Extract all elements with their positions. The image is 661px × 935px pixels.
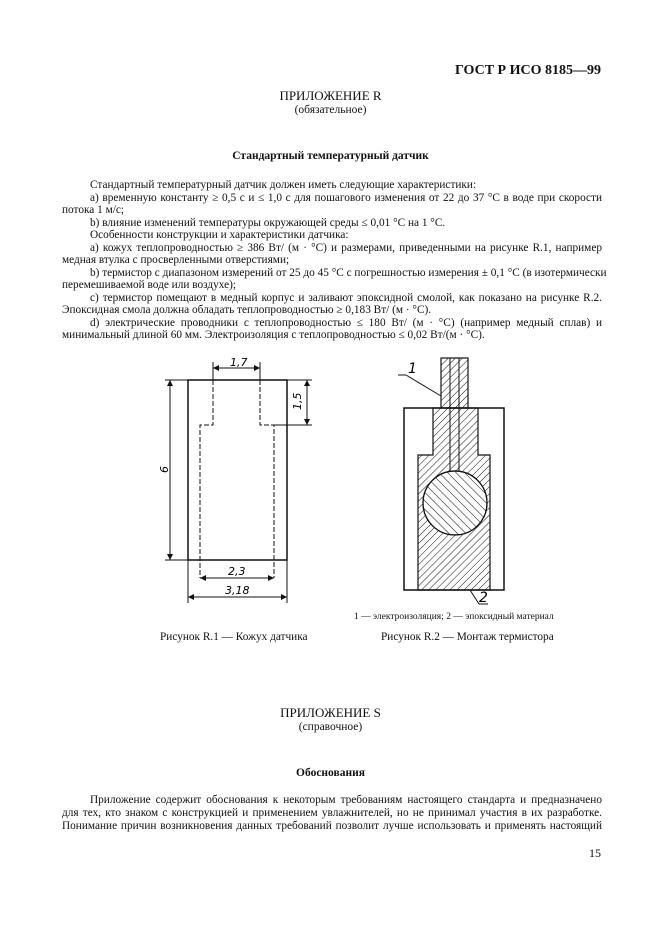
text-line: медная втулка с просверленными отверстиями; bbox=[62, 254, 290, 266]
callout-2-label: 2 bbox=[479, 590, 488, 606]
text-line: d) электрические проводники с теплопроводностью ≤ 180 Вт/ (м · °С) (например медный сплав) и bbox=[90, 316, 602, 329]
appendix-s-heading: Обоснования bbox=[296, 767, 365, 779]
text-line: а) временную константу ≥ 0,5 с и ≤ 1,0 с для пошагового изменения от 22 до 37 °С в воде при скорости bbox=[90, 191, 602, 204]
appendix-s-title: ПРИЛОЖЕНИЕ S bbox=[280, 705, 381, 720]
text-line: перемешиваемой воде или воздухе); bbox=[62, 279, 237, 291]
standard-header: ГОСТ Р ИСО 8185—99 bbox=[454, 63, 601, 78]
text-line: Особенности конструкции и характеристики датчика: bbox=[90, 229, 349, 241]
appendix-r-status: (обязательное) bbox=[294, 104, 367, 116]
page-number: 15 bbox=[589, 846, 601, 860]
text-line: b) влияние изменений температуры окружающей среды ≤ 0,01 °С на 1 °С. bbox=[90, 216, 446, 229]
dim-top-label: 1,7 bbox=[230, 356, 248, 369]
dim-inner-label: 2,3 bbox=[228, 565, 246, 578]
dim-side-label: 1,5 bbox=[291, 392, 304, 410]
figure2-caption: Рисунок R.2 — Монтаж термистора bbox=[381, 631, 554, 643]
figure1-caption: Рисунок R.1 — Кожух датчика bbox=[160, 631, 308, 643]
appendix-r-title: ПРИЛОЖЕНИЕ R bbox=[279, 88, 382, 103]
dim-height-label: 6 bbox=[158, 466, 171, 473]
text-line: Стандартный температурный датчик должен иметь следующие характеристики: bbox=[90, 179, 477, 191]
callout-1-label: 1 bbox=[408, 361, 417, 377]
text-line: минимальный длиной 60 мм. Электроизоляция с теплопроводностью ≤ 0,02 Вт/(м · °С). bbox=[62, 329, 485, 341]
text-line: Эпоксидная смола должна обладать теплопроводностью ≥ 0,183 Вт/ (м · °С). bbox=[62, 304, 432, 316]
text-line: Приложение содержит обоснования к некоторым требованиям настоящего стандарта и предназначено bbox=[90, 794, 602, 806]
text-line: с) термистор помещают в медный корпус и заливают эпоксидной смолой, как показано на рисунке R.2. bbox=[90, 291, 602, 304]
text-line: Понимание причин возникновения данных требований позволит лучше использовать и применять настоящий bbox=[62, 820, 602, 832]
text-line: b) термистор с диапазоном измерений от 25 до 45 °С с погрешностью измерения ± 0,1 °С (в изотермически bbox=[90, 266, 607, 279]
text-line: для тех, кто знаком с конструкцией и применением увлажнителей, но не принимал участия в их разработке. bbox=[62, 807, 602, 819]
text-line: а) кожух теплопроводностью ≥ 386 Вт/ (м · °С) и размерами, приведенными на рисунке R.1, например bbox=[90, 241, 602, 254]
figure2-legend: 1 — электроизоляция; 2 — эпоксидный материал bbox=[354, 612, 554, 622]
text-line: потока 1 м/с; bbox=[62, 204, 125, 216]
appendix-s-status: (справочное) bbox=[298, 721, 363, 733]
appendix-r-heading: Стандартный температурный датчик bbox=[232, 150, 429, 162]
thermistor-mount-figure bbox=[398, 358, 504, 604]
dim-outer-label: 3,18 bbox=[225, 584, 250, 597]
